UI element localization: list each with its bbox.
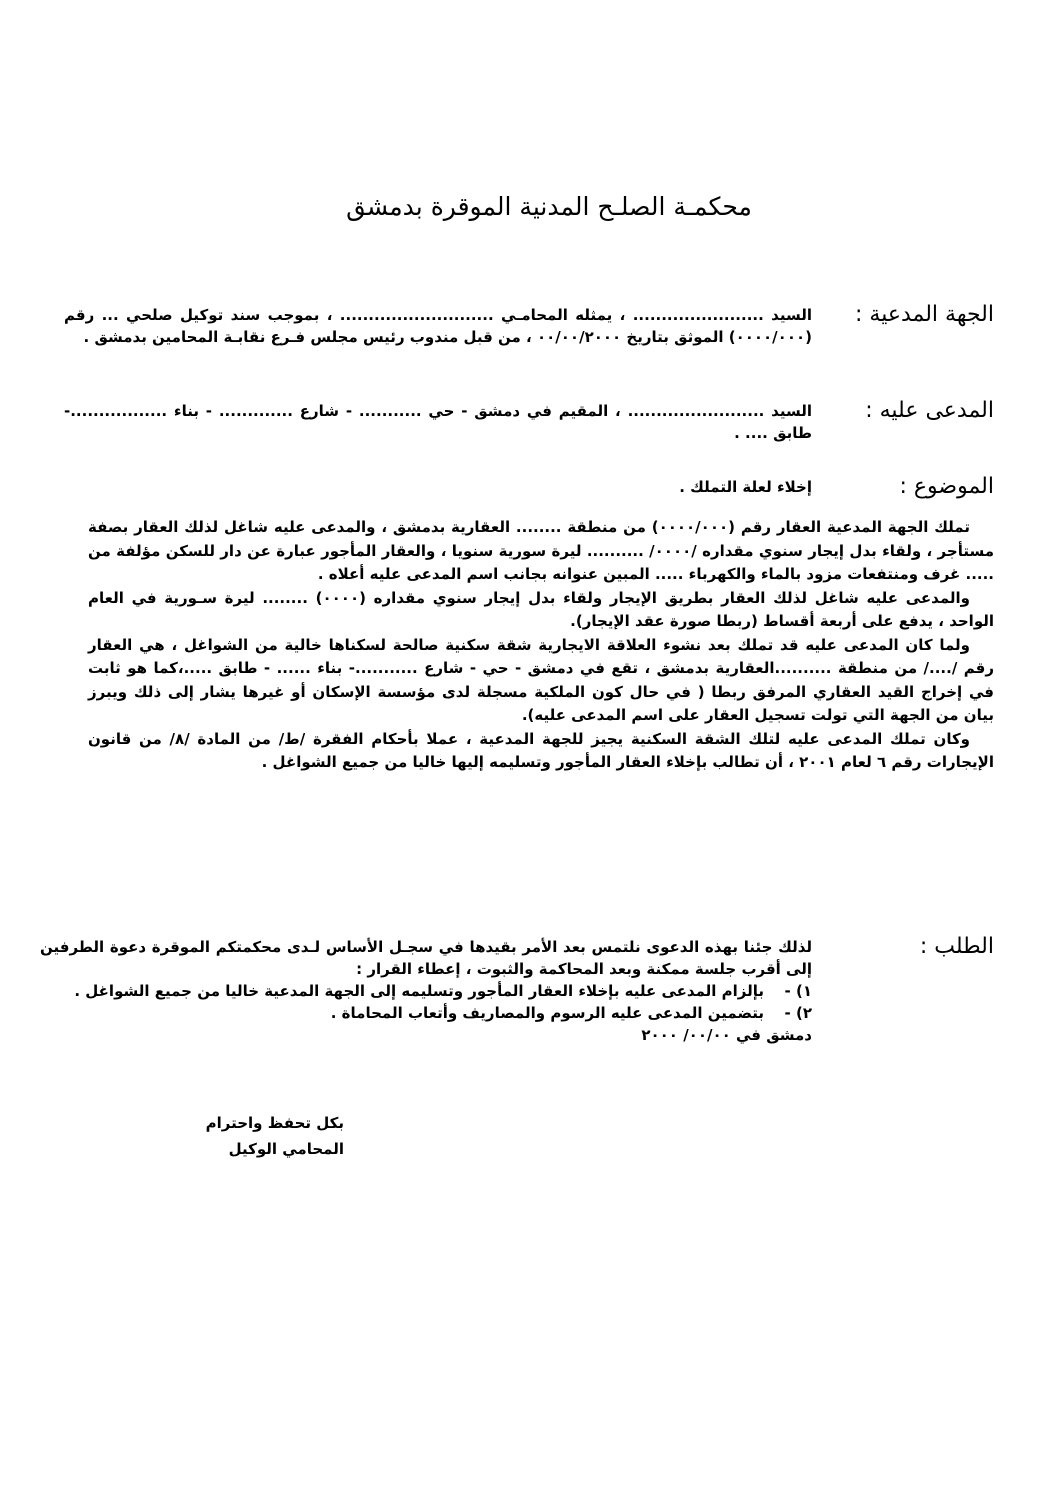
subject-text: إخلاء لعلة التملك . [679, 478, 812, 496]
request-section [40, 932, 994, 1102]
body-paragraph: وكان تملك المدعى عليه لتلك الشقة السكنية يجيز للجهة المدعية ، عملا بأحكام الفقرة /ط/ من المادة /٨/ من قانون الإيجارات رقم ٦ لعام ٢٠٠١ ، أن تطالب بإخلاء العقار المأجور وتسليمه إليها خاليا من جميع الشواغل . [88, 729, 994, 771]
date-line: دمشق في ٠٠/٠٠/ ٢٠٠٠ [641, 1026, 812, 1044]
subject-section [64, 472, 994, 508]
request-item-text: بتضمين المدعى عليه الرسوم والمصاريف وأتعاب المحاماة . [330, 1004, 764, 1022]
request-item [40, 980, 812, 1002]
request-item-number: ١) - [784, 982, 812, 1000]
plaintiff-label: الجهة المدعية : [855, 302, 994, 327]
request-list [40, 980, 812, 1024]
defendant-label: المدعى عليه : [865, 398, 994, 423]
plaintiff-section [64, 300, 994, 392]
subject-label: الموضوع : [899, 474, 994, 499]
request-intro: لذلك جئنا بهذه الدعوى نلتمس بعد الأمر بقيدها في سجـل الأساس لـدى محكمتكم الموقرة دعوة الطرفين إلى أقرب جلسة ممكنة وبعد المحاكمة والثبوت ، إعطاء القرار : [40, 938, 812, 978]
defendant-text: السيد ........................ ، المقيم في دمشق - حي ........... - شارع ............. - بناء .................- طابق .... . [64, 402, 812, 442]
request-item-text: بإلزام المدعى عليه بإخلاء العقار المأجور وتسليمه إلى الجهة المدعية خاليا من جميع الشواغل . [74, 982, 764, 1000]
signature-block [144, 1110, 344, 1162]
request-label: الطلب : [919, 934, 994, 959]
signatory-title: المحامي الوكيل [228, 1140, 344, 1158]
defendant-section [64, 396, 994, 460]
plaintiff-text: السيد ....................... ، يمثله المحامـي ........................... ، بموجب سند توكيل صلحي ... رقم (٠٠٠٠/٠٠٠) الموثق بتاريخ ٠٠/٠٠/٢٠٠٠ ، من قبل مندوب رئيس مجلس فـرع نقابـة المحامين بدمشق . [64, 306, 812, 346]
page-title: محكمـة الصلـح المدنية الموقرة بدمشق [346, 192, 752, 221]
body-paragraph: تملك الجهة المدعية العقار رقم (٠٠٠٠/٠٠٠) من منطقة ........ العقارية بدمشق ، والمدعى عليه شاغل لذلك العقار بصفة مستأجر ، ولقاء بدل إيجار سنوي مقداره /٠٠٠٠/ .......... ليرة سورية سنويا ، والعقار المأجور عبارة عن دار للسكن مؤلفة من ..... غرف ومنتفعات مزود بالماء والكهرباء ..... المبين عنوانه بجانب اسم المدعى عليه أعلاه . [88, 518, 994, 583]
body-paragraph: والمدعى عليه شاغل لذلك العقار بطريق الإيجار ولقاء بدل إيجار سنوي مقداره (٠٠٠٠) ........ ليرة سـورية في العام الواحد ، يدفع على أربعة أقساط (ربطا صورة عقد الإيجار). [88, 588, 994, 630]
request-content [40, 936, 812, 1046]
request-item-number: ٢) - [784, 1004, 812, 1022]
claim-body [88, 516, 994, 775]
request-item [40, 1002, 812, 1024]
closing-line: بكل تحفظ واحترام [205, 1114, 344, 1132]
body-paragraph: ولما كان المدعى عليه قد تملك بعد نشوء العلاقة الايجارية شقة سكنية صالحة لسكناها خالية من الشواغل ، هي العقار رقم /..../ من منطقة ..........العقارية بدمشق ، تقع في دمشق - حي - شارع ...........- بناء ...... - طابق .....،كما هو ثابت في إخراج القيد العقاري المرفق ربطا ( في حال كون الملكية مسجلة لدى مؤسسة الإسكان أو غيرها يشار إلى ذلك ويبرز بيان من الجهة التي تولت تسجيل العقار على اسم المدعى عليه). [88, 635, 994, 724]
